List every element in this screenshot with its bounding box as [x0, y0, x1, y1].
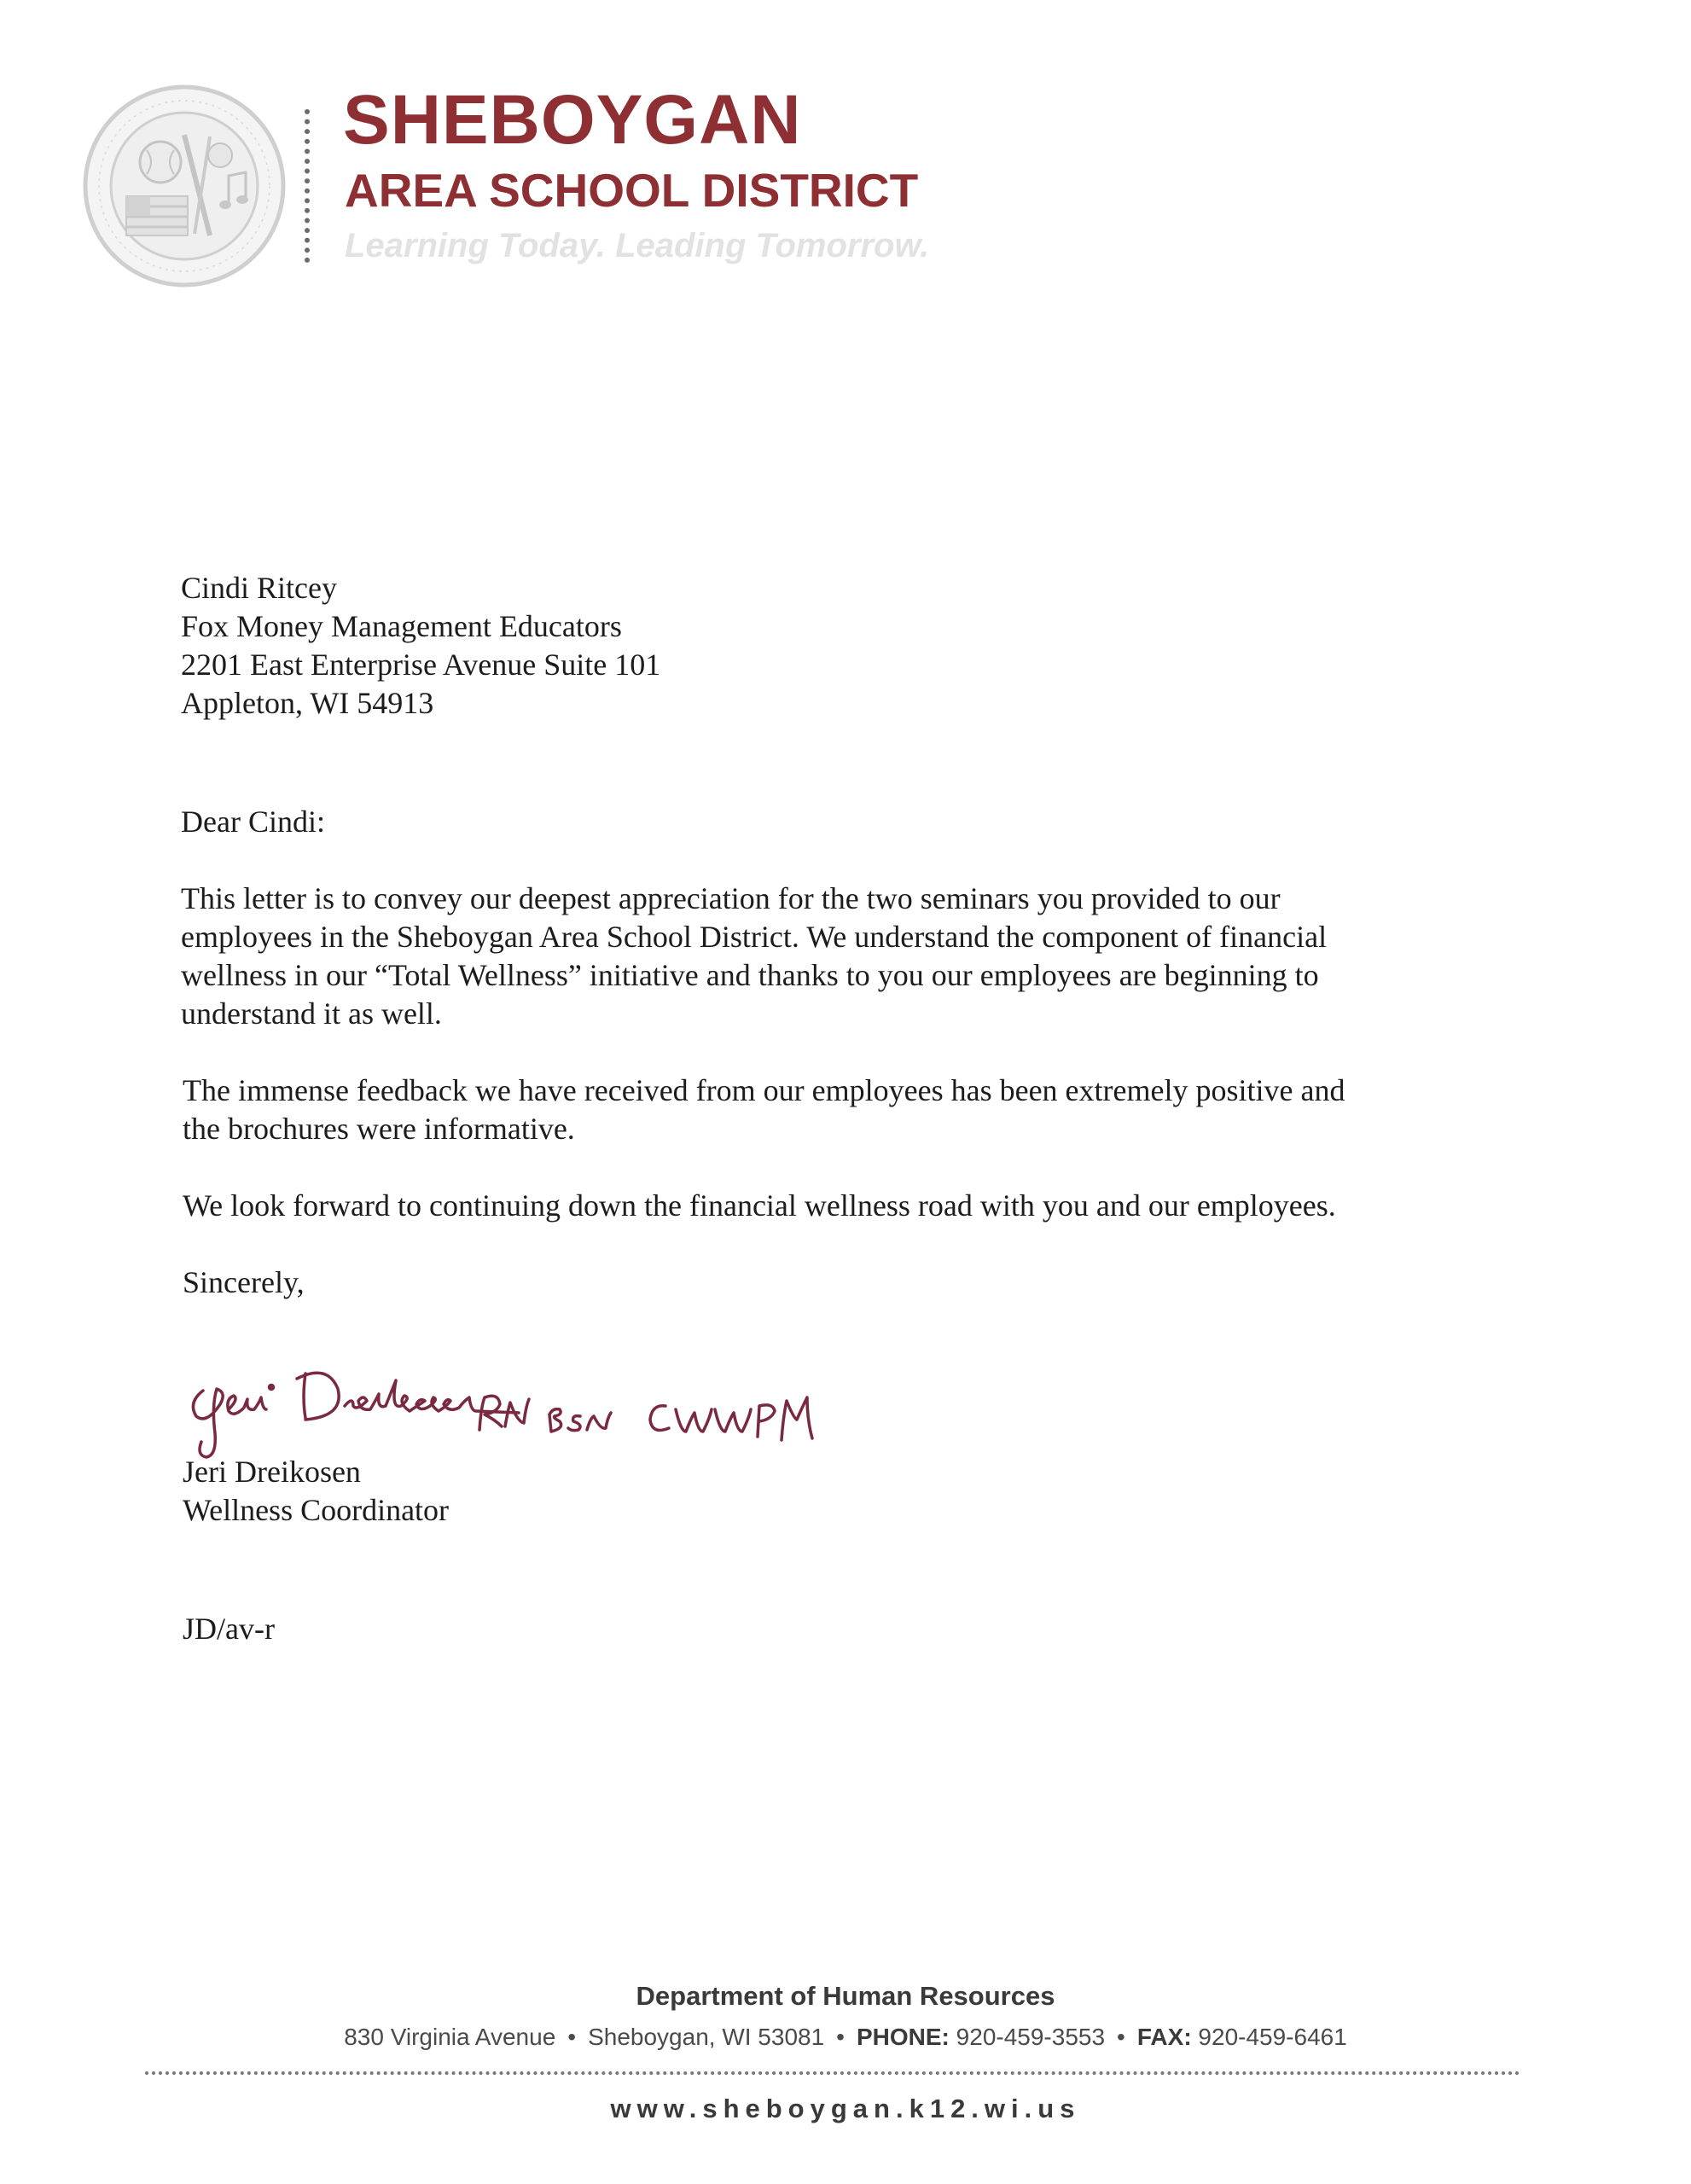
signer-name: Jeri Dreikosen: [183, 1455, 361, 1489]
bullet-separator: •: [567, 2024, 577, 2050]
bullet-separator: •: [1117, 2024, 1125, 2050]
handwritten-signature: [177, 1355, 826, 1466]
body-line: This letter is to convey our deepest appreciation for the two seminars you provided to our: [181, 881, 1281, 915]
district-tagline: Learning Today. Leading Tomorrow.: [345, 227, 930, 264]
footer-fax: 920-459-6461: [1198, 2024, 1347, 2050]
footer-website: www.sheboygan.k12.wi.us: [610, 2094, 1081, 2123]
salutation: Dear Cindi:: [181, 804, 325, 839]
bullet-separator: •: [836, 2024, 845, 2050]
recipient-street: 2201 East Enterprise Avenue Suite 101: [181, 648, 661, 682]
letterhead-divider: [305, 109, 310, 263]
footer-fax-label: FAX:: [1136, 2024, 1192, 2050]
body-line: the brochures were informative.: [183, 1112, 575, 1146]
recipient-city-state-zip: Appleton, WI 54913: [181, 686, 434, 720]
district-seal-logo: [82, 84, 287, 288]
district-subtitle: AREA SCHOOL DISTRICT: [345, 164, 919, 217]
footer-city: Sheboygan, WI 53081: [588, 2024, 825, 2050]
body-line: employees in the Sheboygan Area School District. We understand the component of financial: [181, 920, 1328, 954]
reference-initials: JD/av-r: [183, 1612, 275, 1646]
body-line: We look forward to continuing down the financial wellness road with you and our employees.: [183, 1188, 1336, 1223]
footer-dotted-rule: [145, 2071, 1520, 2075]
body-line: understand it as well.: [181, 996, 442, 1031]
footer-department: Department of Human Resources: [636, 1981, 1055, 2011]
body-line: The immense feedback we have received from our employees has been extremely positive and: [183, 1073, 1345, 1107]
footer-contact-line: [0, 2022, 1691, 2053]
footer-phone-label: PHONE:: [856, 2024, 950, 2050]
footer-phone: 920-459-3553: [956, 2024, 1106, 2050]
closing: Sincerely,: [183, 1265, 305, 1299]
signer-title: Wellness Coordinator: [183, 1493, 450, 1527]
district-name: SHEBOYGAN: [343, 81, 802, 159]
body-line: wellness in our “Total Wellness” initiative and thanks to you our employees are beginning to: [181, 958, 1319, 992]
recipient-name: Cindi Ritcey: [181, 571, 337, 605]
recipient-organization: Fox Money Management Educators: [181, 609, 622, 643]
footer-address: 830 Virginia Avenue: [344, 2024, 556, 2050]
